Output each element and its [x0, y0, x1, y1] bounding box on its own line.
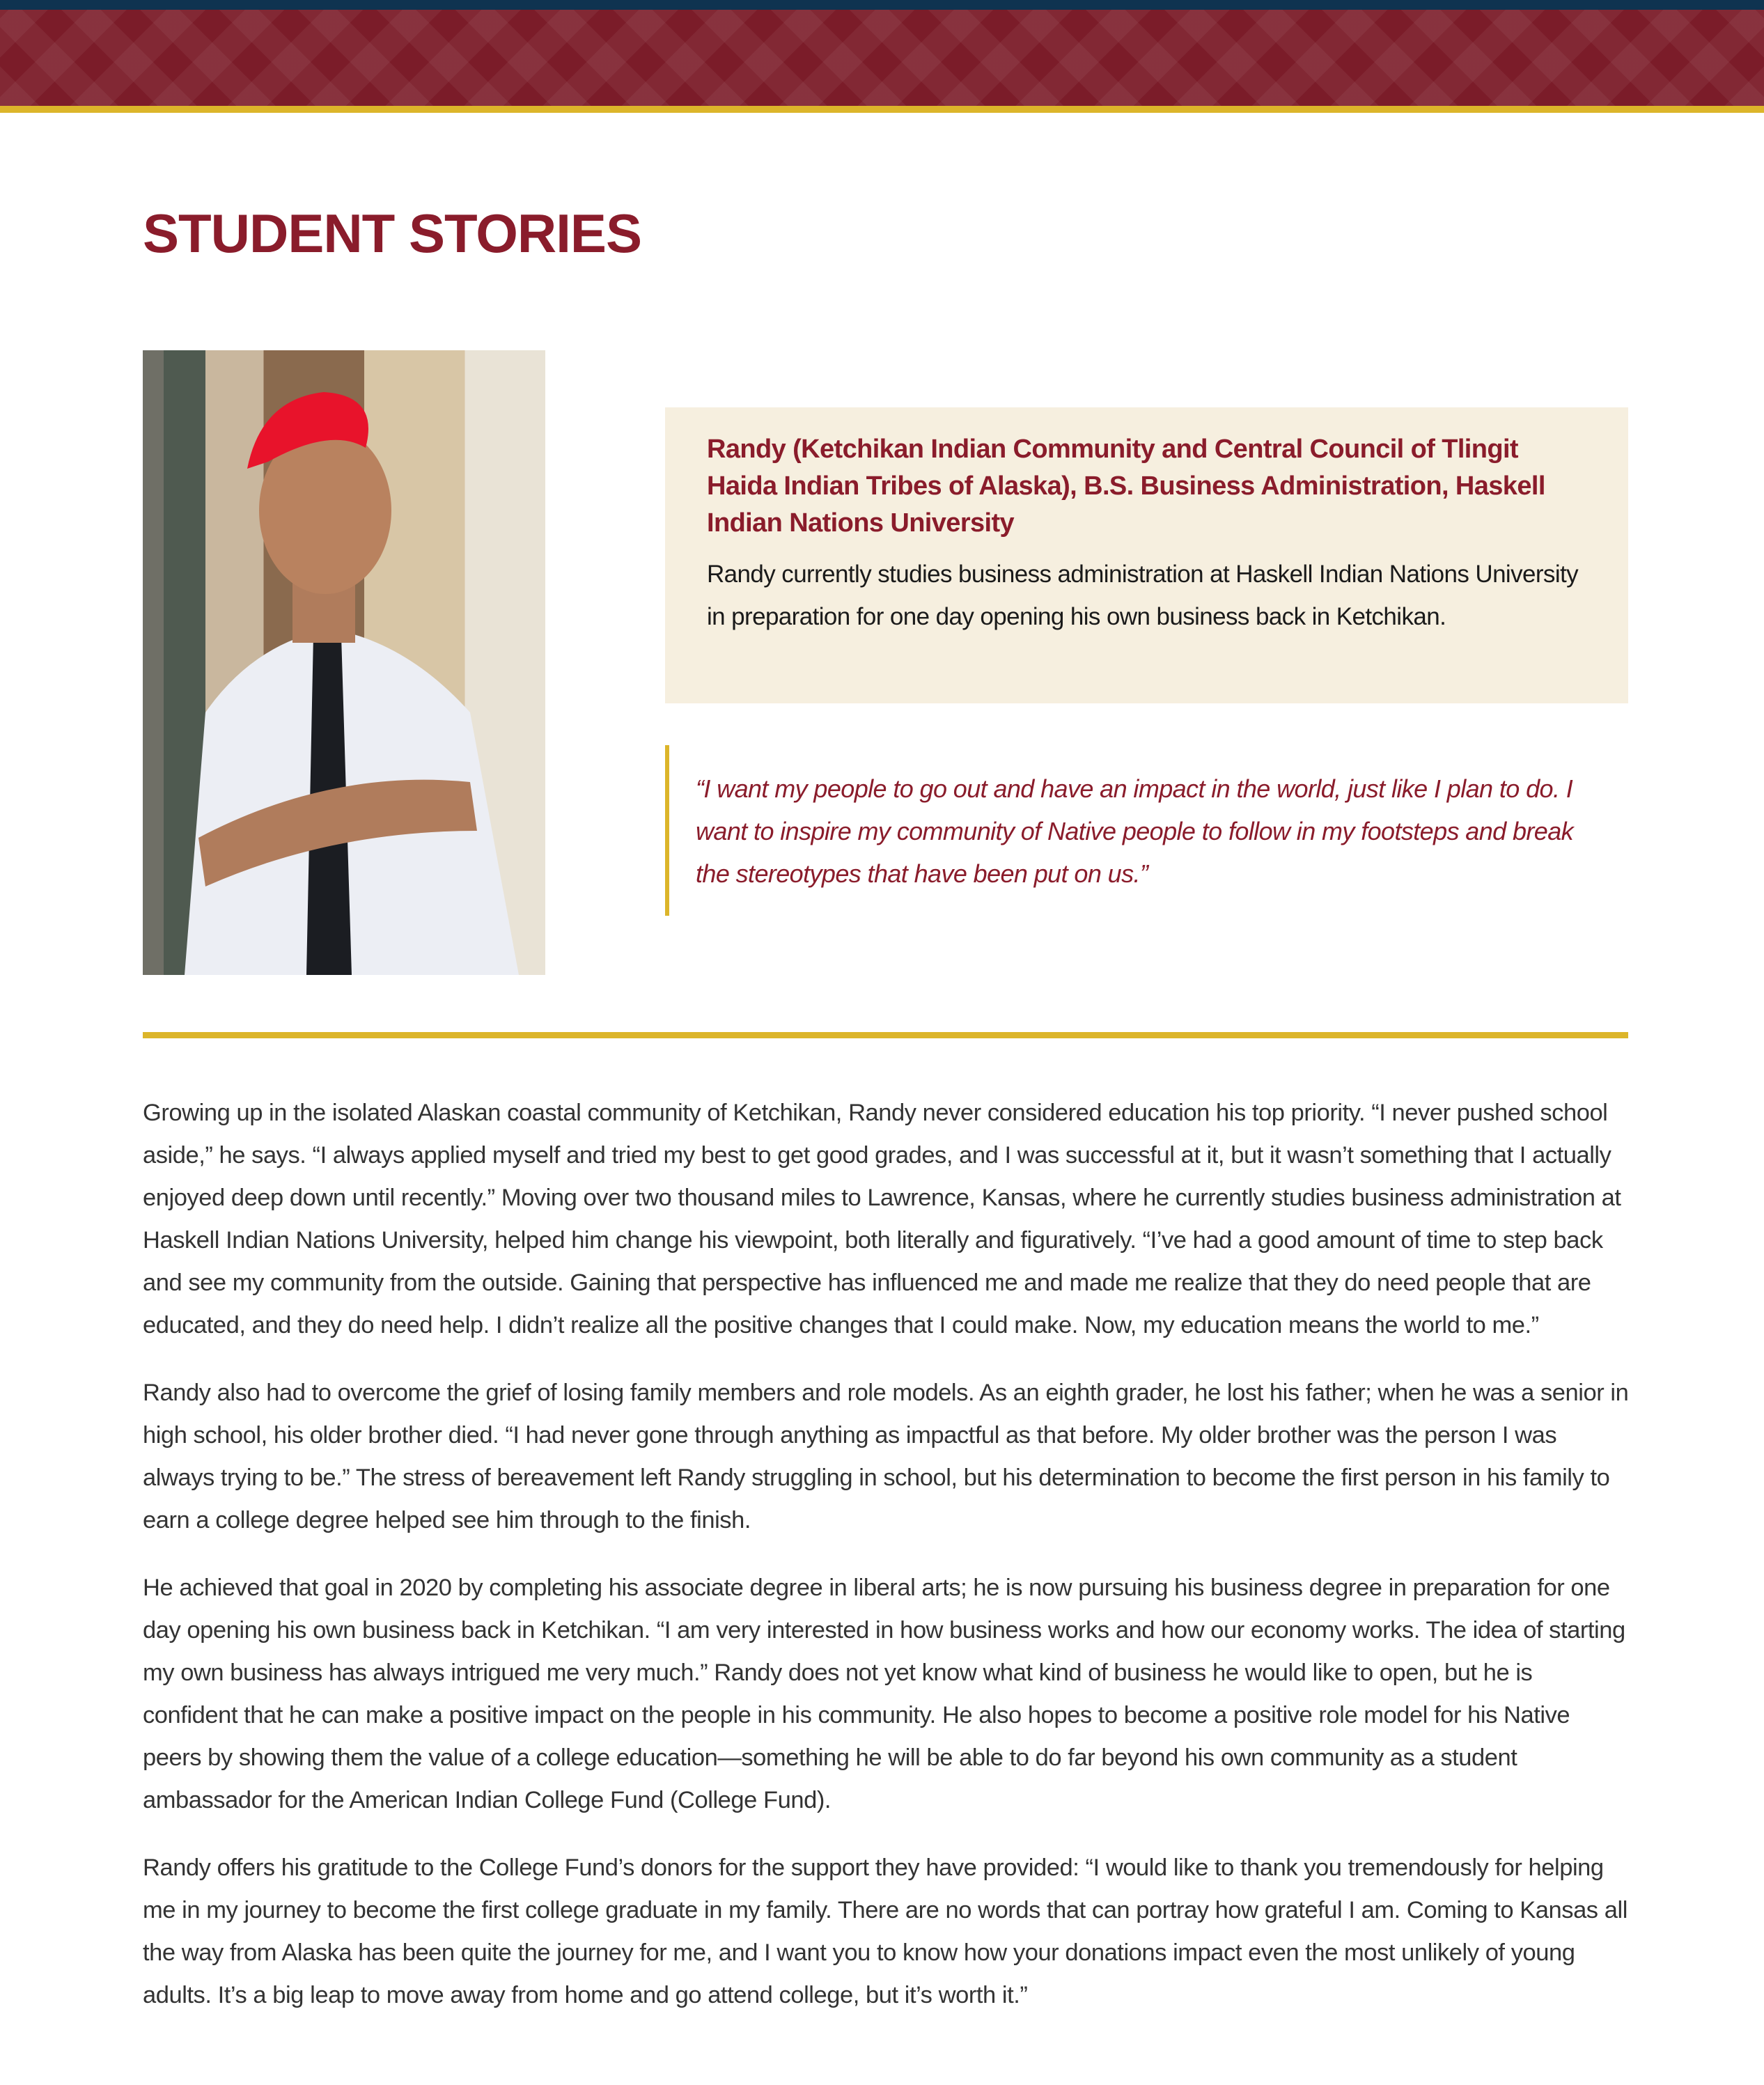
student-summary: Randy currently studies business administration at Haskell Indian Nations University in preparation for one day opening his own business back in Ketchikan. — [707, 561, 1579, 630]
section-divider — [143, 1032, 1628, 1038]
story-paragraph: Randy offers his gratitude to the College Fund’s donors for the support they have provided: “I would like to thank you tremendously for helping me in my journey to become the first college graduate in my family. There are no words that can portray how grateful I am. Coming to Kansas all the way from Alaska has been quite the journey for me, and I want you to know how your donations impact even the most unlikely of young adults. It’s a big leap to move away from home and go attend college, but it’s worth it.” — [143, 1854, 1628, 2008]
patterned-red-band — [0, 10, 1764, 106]
gold-stripe — [0, 106, 1764, 113]
story-paragraph: He achieved that goal in 2020 by completing his associate degree in liberal arts; he is now pursuing his business degree in preparation for one day opening his own business back in Ketchikan. “I am very interested in how business works and how our economy works. The idea of starting my own business has always intrigued me very much.” Randy does not yet know what kind of business he would like to open, but he is confident that he can make a positive impact on the people in his community. He also hopes to become a positive role model for his Native peers by showing them the value of a college education—something he will be able to do far beyond his own community as a student ambassador for the American Indian College Fund (College Fund). — [143, 1575, 1625, 1813]
student-name-affiliation: Randy (Ketchikan Indian Community and Central Council of Tlingit Haida Indian Tribes of Alaska), B.S. Business Administration, Haskell Indian Nations University — [707, 435, 1545, 538]
story-body — [143, 1092, 1633, 2042]
pull-quote: “I want my people to go out and have an impact in the world, just like I plan to do. I want to inspire my community of Native people to follow in my footsteps and break the stereotypes that have been put on us.” — [665, 745, 1628, 916]
page-title: STUDENT STORIES — [143, 203, 641, 264]
story-paragraph: Growing up in the isolated Alaskan coastal community of Ketchikan, Randy never considered education his top priority. “I never pushed school aside,” he says. “I always applied myself and tried my best to get good grades, and I was successful at it, but it wasn’t something that I actually enjoyed deep down until recently.” Moving over two thousand miles to Lawrence, Kansas, where he currently studies business administration at Haskell Indian Nations University, helped him change his viewpoint, both literally and figuratively. “I’ve had a good amount of time to step back and see my community from the outside. Gaining that perspective has influenced me and made me realize that they do need people that are educated, and they do need help. I didn’t realize all the positive changes that I could make. Now, my education means the world to me.” — [143, 1100, 1621, 1338]
student-photo — [143, 350, 545, 975]
decorative-header-band — [0, 0, 1764, 113]
story-paragraph: Randy also had to overcome the grief of losing family members and role models. As an eighth grader, he lost his father; when he was a senior in high school, his older brother died. “I had never gone through anything as impactful as that before. My older brother was the person I was always trying to be.” The stress of bereavement left Randy struggling in school, but his determination to become the first person in his family to earn a college degree helped see him through to the finish. — [143, 1380, 1629, 1533]
student-info-box — [665, 407, 1628, 703]
navy-stripe — [0, 0, 1764, 10]
